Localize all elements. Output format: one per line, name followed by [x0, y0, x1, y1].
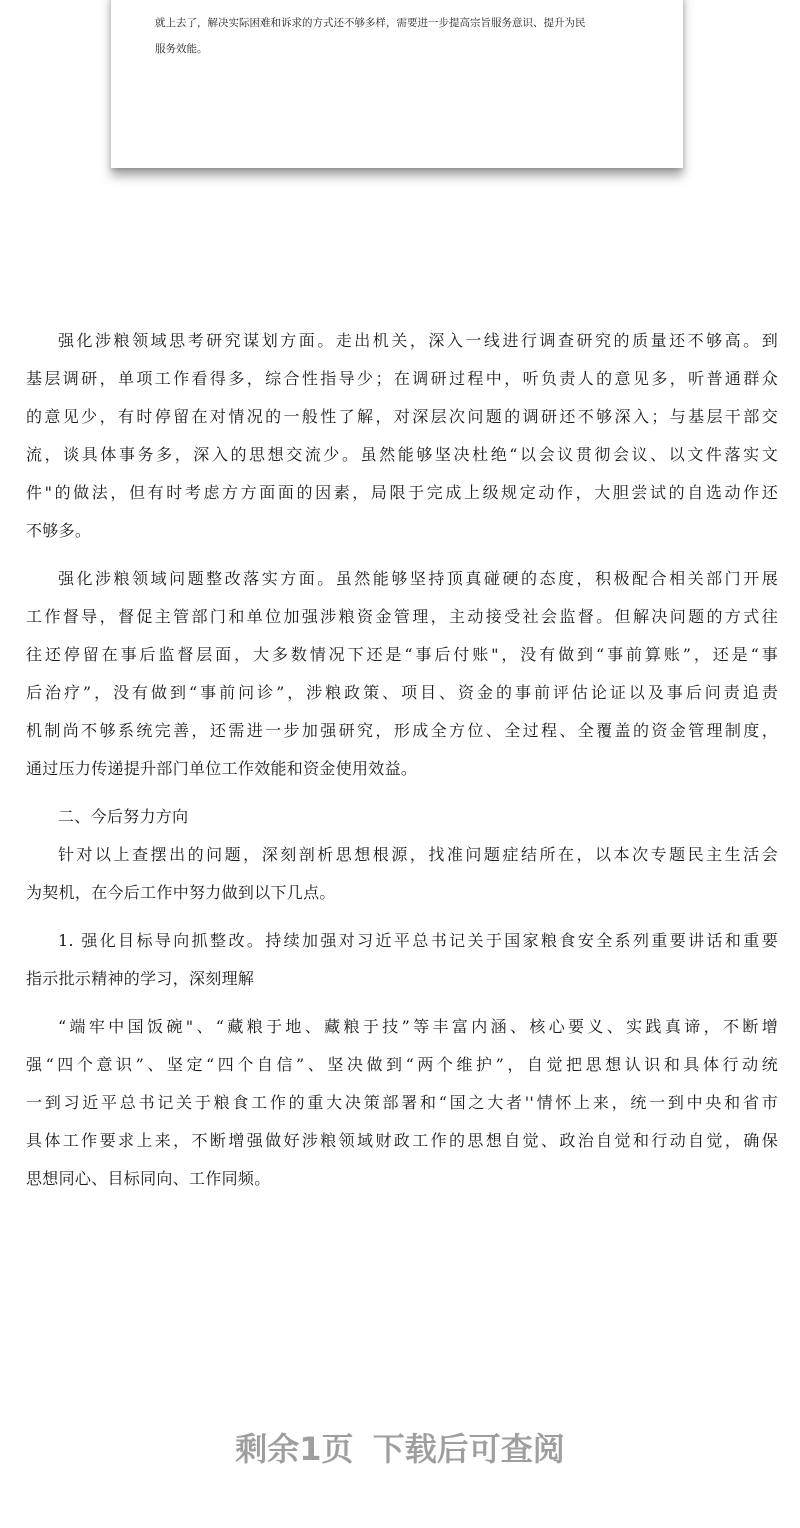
text-line: “端牢中国饭碗"、“藏粮于地、藏粮于技”等丰富内涵、核心要义、实践真谛，不断增 — [58, 1017, 778, 1036]
text-line: 机制尚不够系统完善，还需进一步加强研究，形成全方位、全过程、全覆盖的资金管理制度， — [26, 721, 778, 740]
text-line: 通过压力传递提升部门单位工作效能和资金使用效益。 — [26, 759, 418, 778]
paragraph-intro — [26, 836, 778, 912]
paragraph-research — [26, 322, 778, 550]
text-line: 后治疗”，没有做到“事前问诊”，涉粮政策、项目、资金的事前评估论证以及事后问责追责 — [26, 683, 778, 702]
heading-text: 二、今后努力方向 — [58, 807, 189, 826]
section-heading — [26, 798, 778, 836]
paragraph-item-1-cont — [26, 1008, 778, 1198]
text-line: 强化涉粮领域思考研究谋划方面。走出机关，深入一线进行调查研究的质量还不够高。到 — [58, 331, 778, 350]
preview-line: 就上去了，解决实际困难和诉求的方式还不够多样，需要进一步提高宗旨服务意识、提升为民 — [155, 17, 586, 29]
text-line: 强“四个意识”、坚定“四个自信”、坚决做到“两个维护”，自觉把思想认识和具体行动统 — [26, 1055, 778, 1074]
text-line: 针对以上查摆出的问题，深刻剖析思想根源，找准问题症结所在，以本次专题民主生活会 — [58, 845, 778, 864]
text-line: 思想同心、目标同向、工作同频。 — [26, 1169, 271, 1188]
text-line: 具体工作要求上来，不断增强做好涉粮领域财政工作的思想自觉、政治自觉和行动自觉，确保 — [26, 1131, 778, 1150]
text-line: 1. 强化目标导向抓整改。持续加强对习近平总书记关于国家粮食安全系列重要讲话和重要 — [58, 931, 778, 950]
document-body — [26, 322, 778, 1198]
read-more-prompt[interactable] — [0, 1424, 800, 1474]
text-line: 强化涉粮领域问题整改落实方面。虽然能够坚持顶真碰硬的态度，积极配合相关部门开展 — [58, 569, 778, 588]
text-line: 基层调研，单项工作看得多，综合性指导少；在调研过程中，听负责人的意见多，听普通群众 — [26, 369, 778, 388]
text-line: 不够多。 — [26, 521, 92, 540]
text-line: 往还停留在事后监督层面，大多数情况下还是“事后付账"，没有做到“事前算账”，还是“事 — [26, 645, 778, 664]
text-line: 的意见少，有时停留在对情况的一般性了解，对深层次问题的调研还不够深入；与基层干部交 — [26, 407, 778, 426]
text-line: 指示批示精神的学习，深刻理解 — [26, 969, 255, 988]
paragraph-rectification — [26, 560, 778, 788]
preview-line: 服务效能。 — [155, 43, 208, 55]
preview-text — [155, 10, 655, 62]
text-line: 流，谈具体事务多，深入的思想交流少。虽然能够坚决杜绝“以会议贯彻会议、以文件落实文 — [26, 445, 778, 464]
read-more-link[interactable]: 剩余1页 下载后可查阅 — [235, 1430, 565, 1468]
text-line: 工作督导，督促主管部门和单位加强涉粮资金管理，主动接受社会监督。但解决问题的方式往 — [26, 607, 778, 626]
text-line: 为契机，在今后工作中努力做到以下几点。 — [26, 883, 336, 902]
paragraph-item-1 — [26, 922, 778, 998]
text-line: 件"的做法，但有时考虑方方面面的因素，局限于完成上级规定动作，大胆尝试的自选动作还 — [26, 483, 778, 502]
text-line: 一到习近平总书记关于粮食工作的重大决策部署和“国之大者''情怀上来，统一到中央和省市 — [26, 1093, 778, 1112]
document-page-preview — [111, 0, 683, 168]
